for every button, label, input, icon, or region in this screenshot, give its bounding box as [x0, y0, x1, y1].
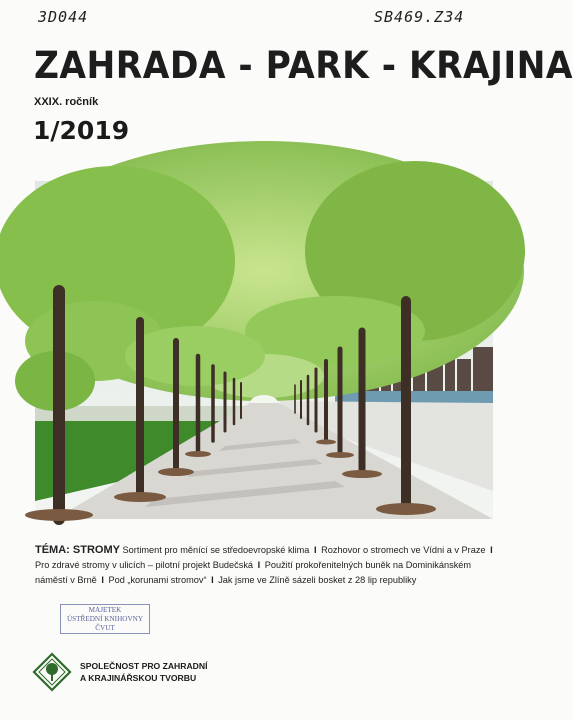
handwritten-code-left: 3D044 [38, 8, 89, 26]
magazine-title: ZAHRADA - PARK - KRAJINA [34, 44, 573, 87]
volume-label: XXIX. ročník [34, 96, 99, 108]
library-stamp [60, 604, 150, 634]
theme-item: Sortiment pro měnící se středoevropské klima [122, 545, 310, 555]
cover-photo [35, 181, 493, 519]
issue-number: 1/2019 [33, 116, 130, 145]
theme-item: Rozhovor o stromech ve Vídni a v Praze [321, 545, 486, 555]
stamp-line: ČVUT [95, 624, 115, 632]
stamp-line: ÚSTŘEDNÍ KNIHOVNY [66, 615, 144, 623]
separator: I [257, 560, 261, 570]
publisher-name [80, 660, 207, 684]
separator: I [313, 545, 317, 555]
separator: I [211, 575, 214, 585]
separator: I [490, 545, 493, 555]
theme-item: Pro zdravé stromy v ulicích – pilotní projekt Budečská [35, 560, 254, 570]
stamp-line: MAJETEK [88, 606, 122, 614]
separator: I [101, 575, 104, 585]
theme-item: Pod „korunami stromov“ [108, 575, 207, 585]
theme-label: TÉMA: STROMY [35, 544, 120, 556]
handwritten-code-right: SB469.Z34 [374, 8, 465, 26]
publisher-line: A KRAJINÁŘSKOU TVORBU [80, 673, 197, 683]
theme-item: Použití prokořenitelných buněk na Dominikánském náměstí v Brně [35, 560, 472, 585]
society-logo-icon [32, 652, 72, 692]
theme-item: Jak jsme ve Zlíně sázeli bosket z 28 lip republiky [218, 575, 417, 585]
theme-block [35, 543, 497, 588]
publisher-line: SPOLEČNOST PRO ZAHRADNÍ [80, 661, 208, 671]
